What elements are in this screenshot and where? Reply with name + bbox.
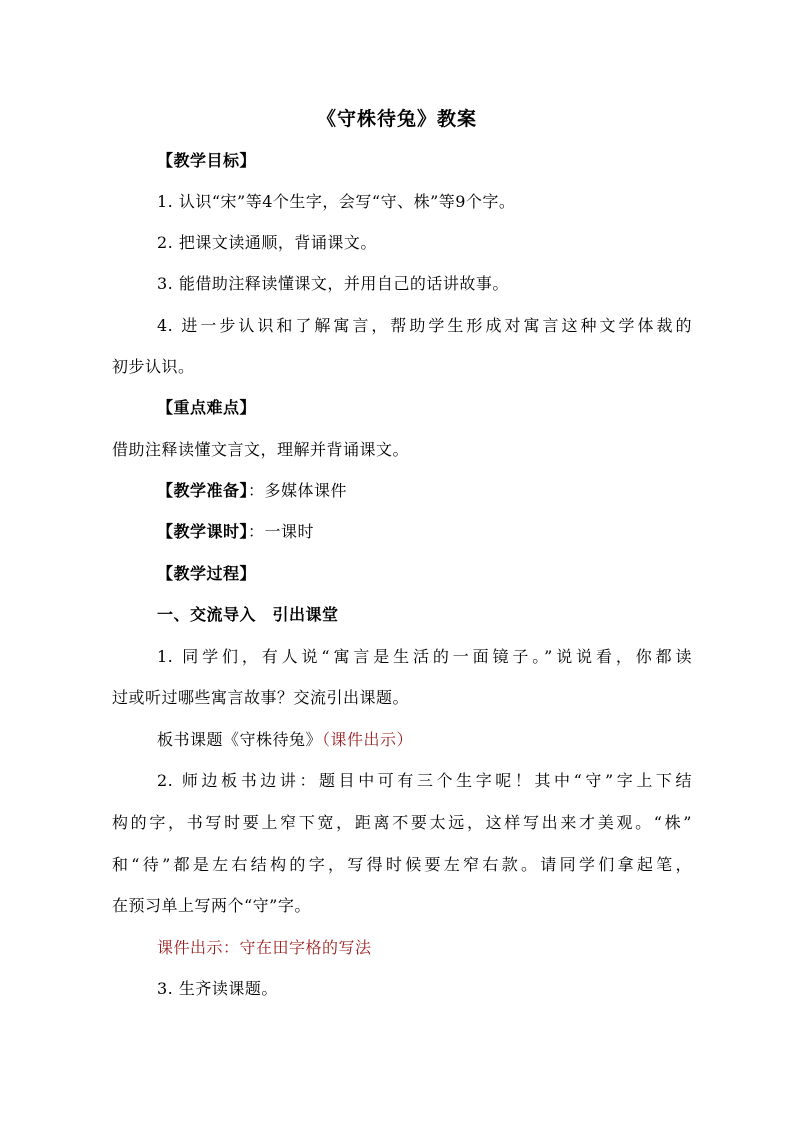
hours-text: ：一课时 (248, 522, 315, 541)
board-text: 板书课题《守株待兔》 (157, 730, 323, 749)
goals-heading: 【教学目标】 (157, 151, 257, 170)
preparation-text: ：多媒体课件 (248, 481, 348, 500)
process-heading: 【教学过程】 (157, 564, 257, 583)
paragraph-2-line-2: 构的字，书写时要上窄下宽，距离不要太远，这样写出来才美观。“株” (112, 813, 692, 832)
hours-heading: 【教学课时】 (157, 522, 249, 541)
paragraph-2-line-4: 在预习单上写两个“守”字。 (112, 896, 311, 915)
goal-item-4-line-2: 初步认识。 (112, 357, 195, 376)
paragraph-2-line-3: 和“待”都是左右结构的字，写得时候要左窄右款。请同学们拿起笔， (112, 855, 692, 874)
board-row (157, 729, 697, 751)
paragraph-2-line-1: 2. 师边板书边讲：题目中可有三个生字呢！其中“守”字上下结 (157, 771, 692, 790)
goal-item-1: 1. 认识“宋”等4个生字，会写“守、株”等9个字。 (157, 192, 516, 211)
key-points-text: 借助注释读懂文言文，理解并背诵课文。 (112, 440, 410, 459)
courseware-display-note: （课件出示） (322, 730, 414, 749)
paragraph-3: 3. 生齐读课题。 (157, 979, 278, 998)
goal-item-3: 3. 能借助注释读懂课文，并用自己的话讲故事。 (157, 274, 509, 293)
paragraph-1-line-2: 过或听过哪些寓言故事？交流引出课题。 (112, 688, 410, 707)
key-points-heading: 【重点难点】 (157, 398, 257, 417)
preparation-heading: 【教学准备】 (157, 481, 249, 500)
goal-item-4-line-1: 4. 进一步认识和了解寓言，帮助学生形成对寓言这种文学体裁的 (157, 316, 692, 335)
hours-row (157, 521, 697, 543)
goal-item-2: 2. 把课文读通顺，背诵课文。 (157, 233, 377, 252)
courseware-note: 课件出示：守在田字格的写法 (157, 938, 372, 957)
paragraph-1-line-1: 1. 同学们，有人说“寓言是生活的一面镜子。”说说看，你都读 (157, 647, 692, 666)
preparation-row (157, 480, 697, 502)
document-title: 《守株待兔》教案 (316, 108, 477, 130)
step-1-heading: 一、交流导入 引出课堂 (157, 605, 339, 624)
